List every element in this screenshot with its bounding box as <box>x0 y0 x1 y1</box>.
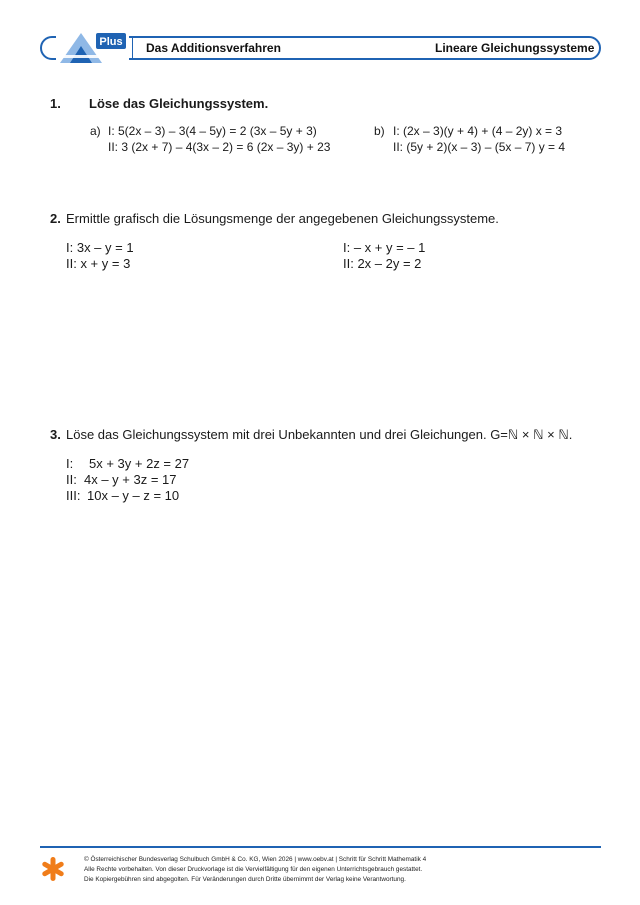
task3-eq2-label: II: <box>66 472 77 487</box>
task1b-label: b) <box>374 124 385 138</box>
section-title: Lineare Gleichungssysteme <box>435 41 595 55</box>
footer-rights: Alle Rechte vorbehalten. Von dieser Druckvorlage ist die Vervielfältigung für den eigenen Unterrichtsgebrauch gestattet. <box>84 866 423 873</box>
task2-number: 2. <box>50 211 61 226</box>
footer-fees: Die Kopiergebühren sind abgegolten. Für Veränderungen durch Dritte übernimmt der Verlag keine Verantwortung. <box>84 876 406 883</box>
page-title: Das Additionsverfahren <box>146 41 281 55</box>
task3-number: 3. <box>50 427 61 442</box>
task3-eq2: 4x – y + 3z = 17 <box>84 472 177 487</box>
task1a-eq1: I: 5(2x – 3) – 3(4 – 5y) = 2 (3x – 5y + 3) <box>108 124 317 138</box>
task3-eq3: 10x – y – z = 10 <box>87 488 180 503</box>
task2-prompt: Ermittle grafisch die Lösungsmenge der angegebenen Gleichungssysteme. <box>66 211 499 226</box>
task1b-eq1: I: (2x – 3)(y + 4) + (4 – 2y) x = 3 <box>393 124 563 138</box>
footer-copyright: © Österreichischer Bundesverlag Schulbuch GmbH & Co. KG, Wien 2026 | www.oebv.at | Schritt für Schritt Mathematik 4 <box>84 856 427 863</box>
plus-logo-icon <box>56 30 129 66</box>
task3-eq3-label: III: <box>66 488 81 503</box>
task3-prompt: Löse das Gleichungssystem mit drei Unbekannten und drei Gleichungen. G=ℕ × ℕ × ℕ. <box>66 427 573 442</box>
task2-right-eq2: II: 2x – 2y = 2 <box>343 256 422 271</box>
task1a-label: a) <box>90 124 101 138</box>
footer-divider <box>40 846 601 848</box>
task2-right-eq1: I: – x + y = – 1 <box>343 240 426 255</box>
task3-eq1: 5x + 3y + 2z = 27 <box>89 456 190 471</box>
logo-text: Plus <box>99 36 123 48</box>
header-divider <box>132 38 133 58</box>
task1-number: 1. <box>50 96 61 111</box>
task1b-eq2: II: (5y + 2)(x – 3) – (5x – 7) y = 4 <box>393 140 566 154</box>
task1-prompt: Löse das Gleichungssystem. <box>89 96 269 111</box>
task3-eq1-label: I: <box>66 456 74 471</box>
publisher-logo-icon <box>40 856 66 882</box>
task1a-eq2: II: 3 (2x + 7) – 4(3x – 2) = 6 (2x – 3y) + 23 <box>108 140 331 154</box>
task2-left-eq1: I: 3x – y = 1 <box>66 240 134 255</box>
task2-left-eq2: II: x + y = 3 <box>66 256 131 271</box>
